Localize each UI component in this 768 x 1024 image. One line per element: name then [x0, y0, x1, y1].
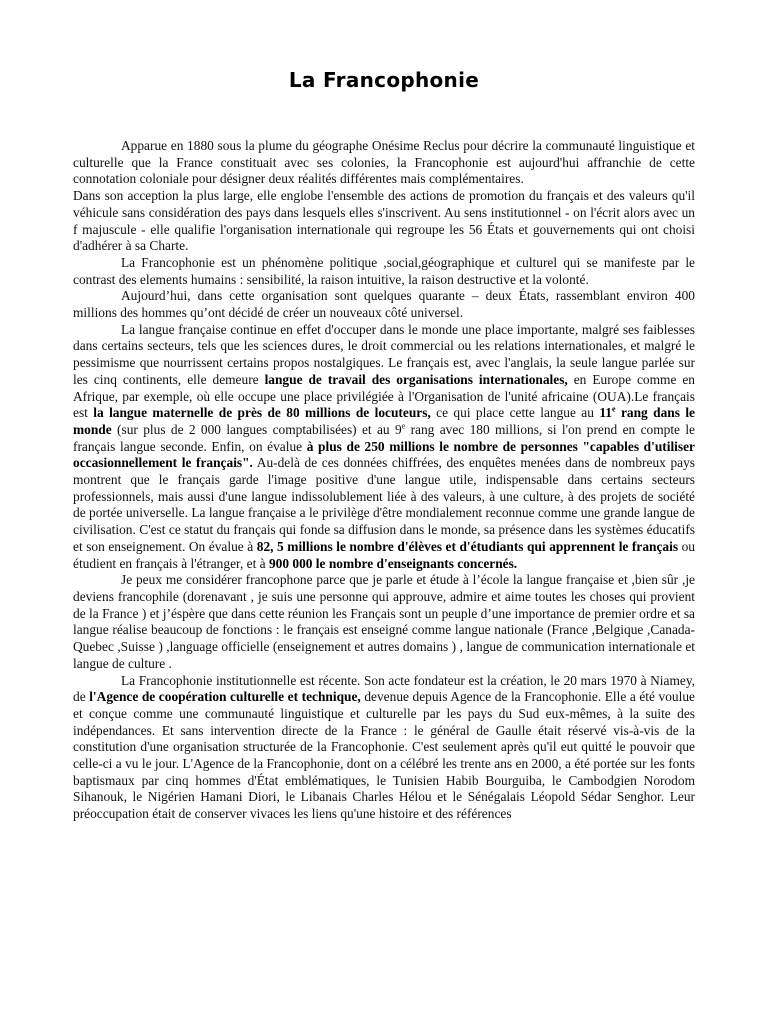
bold-text: la langue maternelle de près de 80 millions de locuteurs,	[93, 405, 431, 421]
bold-text: e	[612, 404, 616, 414]
paragraph	[73, 138, 695, 188]
text-run: Je peux me considérer francophone parce que je parle et étude à l’école la langue française et ,bien sûr ,je deviens francophile (dorenavant , je suis une personne qui approuve, admire et aime toutes les choses qui provient de la France ) et j’éspère que dans cette réunion les Français sont un peuple d’une importance de premier ordre et sa langue réalise beaucoup de fonctions : le français est enseigné comme langue nationale (France ,Belgique ,Canada-Quebec ,Suisse ) ,language officielle (enseignement et autres domains ) , langue de communication internationale et langue de culture .	[73, 572, 695, 671]
text-run: ou étudient en français à l'étranger, et à	[73, 538, 695, 571]
text-run: (sur plus de 2 000 langues comptabilisées) et au 9	[111, 421, 402, 437]
bold-text: à plus de 250 millions le nombre de personnes "capables d'utiliser occasionnellement le français".	[73, 438, 695, 471]
paragraph	[73, 288, 695, 321]
bold-text: 900 000 le nombre d'enseignants concernés.	[268, 555, 518, 571]
text-run: devenue depuis Agence de la Francophonie. Elle a été voulue et conçue comme une communauté linguistique et culturelle par les pays du Sud eux-mêmes, à la suite des indépendances. Et sans intervention directe de la France : le général de Gaulle était réservé vis-à-vis de la constitution d'une organisation structurée de la Francophonie. C'est seulement après qu'il eut quitté le pouvoir que celle-ci a vu le jour. L'Agence de la Francophonie, dont on a célébré les trente ans en 2000, a été portée sur les fonts baptismaux par cinq hommes d'État emblématiques, le Tunisien Habib Bourguiba, le Cambodgien Norodom Sihanouk, le Nigérien Hamani Diori, le Libanais Charles Hélou et le Sénégalais Léopold Sédar Senghor. Leur préoccupation était de conserver vivaces les liens qu'une histoire et des références	[73, 689, 695, 822]
bold-text: rang dans le monde	[73, 405, 695, 437]
bold-text: 82, 5 millions le nombre d'élèves et d'étudiants qui apprennent le français	[256, 538, 679, 554]
text-run: Au-delà de ces données chiffrées, des enquêtes menées dans de nombreux pays montrent que le français garde l'image positive d'une langue utile, indispensable dans certains secteurs professionnels, mais aussi d'une langue indissolublement liée à des valeurs, à une culture, à des projets de société de portée universelle. La langue française a le privilège d'être mondialement reconnue comme une grande langue de civilisation. C'est ce statut du français qui fonde sa diffusion dans le monde, sa présence dans les systèmes éducatifs et son enseignement. On évalue à	[73, 455, 695, 554]
paragraph	[73, 572, 695, 672]
document-title: La Francophonie	[288, 68, 480, 92]
bold-text: l'Agence de coopération culturelle et technique,	[89, 689, 361, 705]
text-run: rang avec 180 millions, si l'on prend en compte le français langue seconde. Enfin, on évalue	[73, 421, 695, 454]
text-run: ce qui place cette langue au	[430, 405, 600, 421]
text-run: Aujourd’hui, dans cette organisation sont quelques quarante – deux États, rassemblant environ 400 millions des hommes qu’ont décidé de créer un nouveaux côté universel.	[73, 288, 695, 321]
text-run: Dans son acception la plus large, elle englobe l'ensemble des actions de promotion du français et des valeurs qu'il véhicule sans considération des pays dans lesquels elles s'inscrivent. Au sens institutionnel - on l'écrit alors avec un f majuscule - elle qualifie l'organisation internationale qui regroupe les 56 États et gouvernements qui ont choisi d'adhérer à sa Charte.	[73, 188, 695, 254]
text-run: en Europe comme en Afrique, par exemple, où elle occupe une place privilégiée à l'Organisation de l'unité africaine (OUA).Le français est	[73, 371, 695, 421]
text-run: La Francophonie institutionnelle est récente. Son acte fondateur est la création, le 20 mars 1970 à Niamey, de	[73, 672, 695, 705]
text-run: La Francophonie est un phénomène politique ,social,géographique et culturel qui se manifeste par le contrast des elements humains : sensibilité, la raison intuitive, la raison destructive et la volonté.	[73, 254, 695, 287]
paragraph	[73, 188, 695, 255]
paragraph	[73, 322, 695, 573]
text-run: Apparue en 1880 sous la plume du géographe Onésime Reclus pour décrire la communauté linguistique et culturelle que la France constituait avec ses colonies, la Francophonie est aujourd'hui affranchie de cette connotation coloniale pour désigner deux réalités différentes mais complémentaires.	[73, 138, 695, 187]
bold-text: langue de travail des organisations internationales,	[264, 371, 568, 387]
paragraph	[73, 673, 695, 823]
text-run: La langue française continue en effet d'occuper dans le monde une place importante, malgré ses faiblesses dans certains secteurs, tels que les sciences dures, le droit commercial ou les relations internationales, et malgré le pessimisme que nourrissent certains propos nostalgiques. Le français est, avec l'anglais, la seule langue parlée sur les cinq continents, elle demeure	[73, 321, 695, 387]
superscript-text: e	[401, 421, 406, 431]
paragraph	[73, 255, 695, 288]
document-body	[73, 138, 695, 823]
bold-text: 11	[599, 405, 612, 421]
